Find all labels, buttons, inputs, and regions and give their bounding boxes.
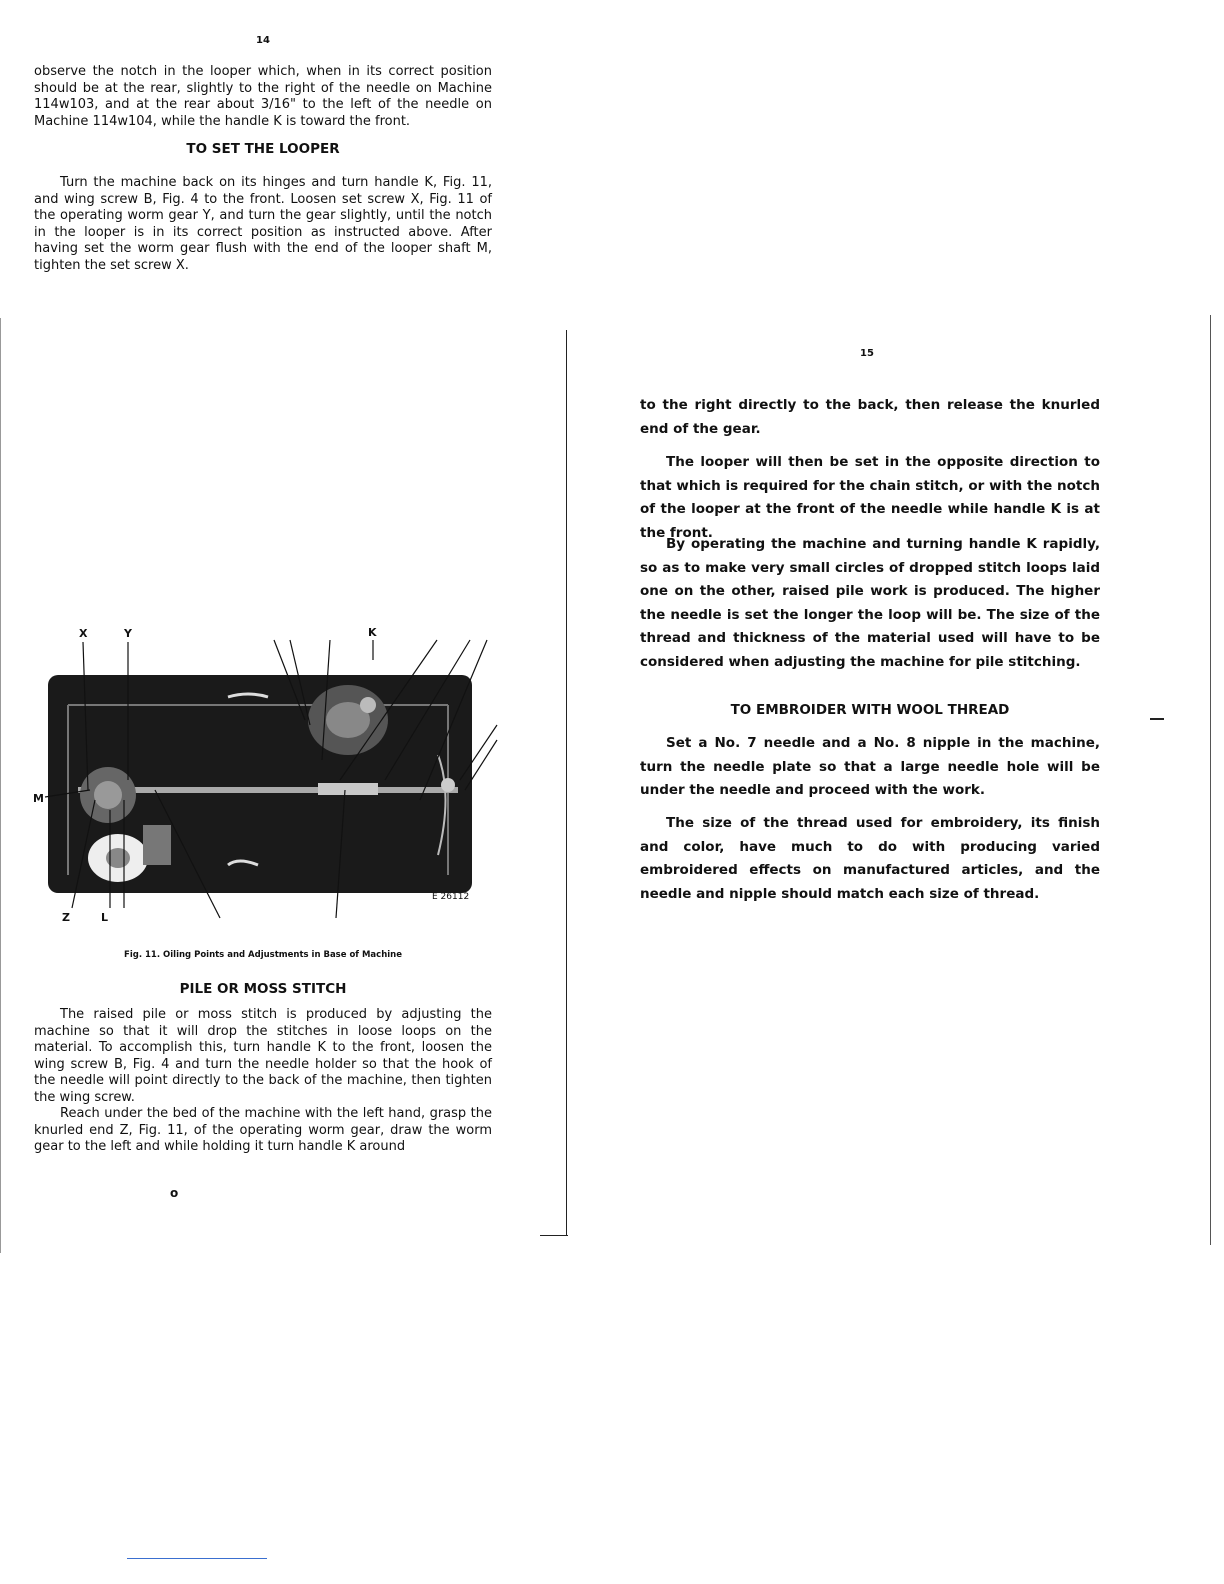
footer-mark: o: [170, 1186, 179, 1200]
figure-label-l: L: [101, 911, 109, 924]
heading-embroider-wool: TO EMBROIDER WITH WOOL THREAD: [730, 702, 1010, 718]
figure-label-y: Y: [124, 627, 132, 640]
machine-base-photo: [48, 675, 472, 893]
divider-foot: [540, 1235, 568, 1236]
figure-label-x: X: [79, 627, 88, 640]
right-paragraph-2: The looper will then be set in the opposite direction to that which is required for the chain stitch, or with the notch of the looper at the front of the needle while handle K is at the front.: [640, 454, 1100, 541]
set-looper-paragraph: Turn the machine back on its hinges and turn handle K, Fig. 11, and wing screw B, Fig. 4 to the front. Loosen set screw X, Fig. 11 of the operating worm gear Y, and turn the gear slightly, until the notch in the looper is in its correct position as instructed above. After having set the worm gear flush with the end of the looper shaft M, tighten the set screw X.: [34, 175, 492, 273]
right-edge-line: [1210, 315, 1211, 1245]
pile-moss-paragraph-1: The raised pile or moss stitch is produced by adjusting the machine so that it will drop the stitches in loose loops on the material. To accomplish this, turn handle K to the front, loosen the wing screw B, Fig. 4 and turn the needle holder so that the hook of the needle will point directly to the back of the machine, then tighten the wing screw.: [34, 1007, 492, 1105]
right-paragraph-1: to the right directly to the back, then release the knurled end of the gear.: [640, 397, 1100, 437]
right-paragraph-3: By operating the machine and turning handle K rapidly, so as to make very small circles of dropped stitch loops laid one on the other, raised pile work is produced. The higher the needle is set the longer the loop will be. The size of the thread and thickness of the material used will have to be considered when adjusting the machine for pile stitching.: [640, 536, 1100, 670]
figure-caption: Fig. 11. Oiling Points and Adjustments in Base of Machine: [124, 950, 402, 960]
right-paragraph-4: Set a No. 7 needle and a No. 8 nipple in the machine, turn the needle plate so that a large needle hole will be under the needle and proceed with the work.: [640, 735, 1100, 798]
figure-label-k: K: [368, 626, 377, 639]
right-margin-mark: [1150, 718, 1164, 720]
heading-pile-moss: PILE OR MOSS STITCH: [179, 981, 347, 997]
intro-paragraph: observe the notch in the looper which, when in its correct position should be at the rear, slightly to the right of the needle on Machine 114w103, and at the rear about 3/16" to the left of the needle on Machine 114w104, while the handle K is toward the front.: [34, 64, 492, 129]
figure-label-m: M: [33, 792, 44, 805]
bottom-blue-line: [127, 1558, 267, 1559]
page-divider: [566, 330, 567, 1235]
page-number-left: 14: [256, 35, 270, 46]
pile-moss-paragraph-2: Reach under the bed of the machine with the left hand, grasp the knurled end Z, Fig. 11, of the operating worm gear, draw the worm gear to the left and while holding it turn handle K around: [34, 1106, 492, 1154]
left-edge-line: [0, 318, 1, 1253]
figure-code: E 26112: [432, 892, 470, 902]
page-number-right: 15: [860, 348, 874, 359]
right-paragraph-5: The size of the thread used for embroidery, its finish and color, have much to do with producing varied embroidered effects on manufactured articles, and the needle and nipple should match each size of thread.: [640, 815, 1100, 902]
heading-set-looper: TO SET THE LOOPER: [186, 141, 340, 157]
figure-label-z: Z: [62, 911, 70, 924]
